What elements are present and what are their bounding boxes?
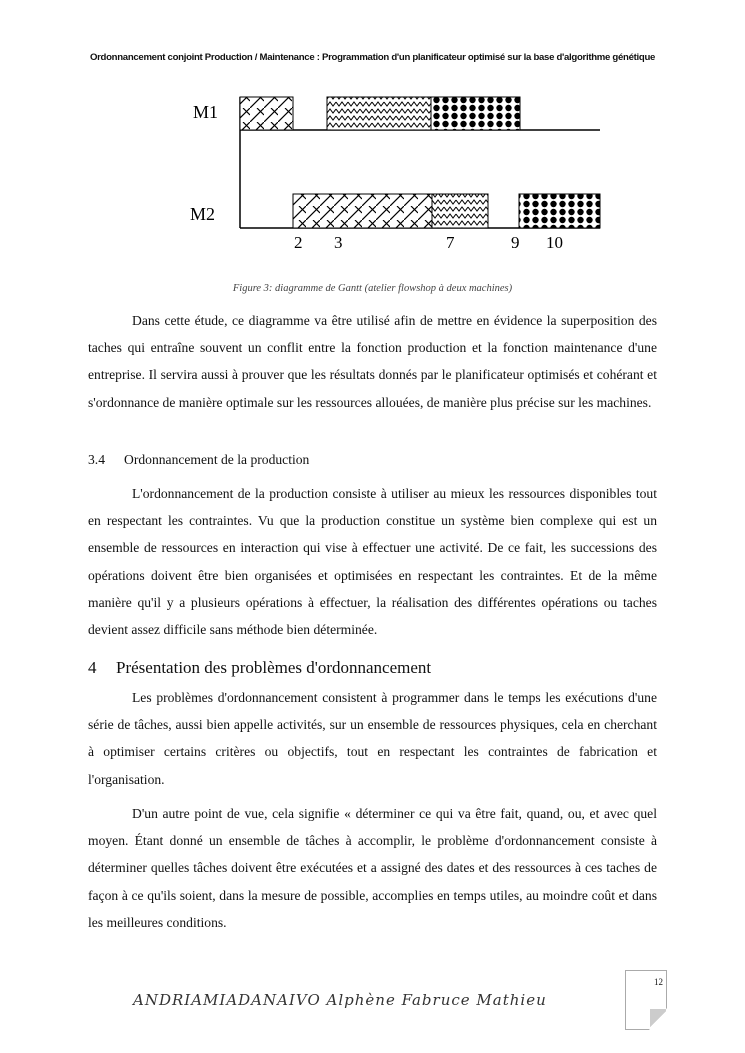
page-curl-shadow xyxy=(650,1009,666,1029)
m2-task-hatched xyxy=(293,194,432,228)
machine-label: M1 xyxy=(193,102,219,122)
section-title: Présentation des problèmes d'ordonnancement xyxy=(116,658,432,677)
tick-label: 10 xyxy=(546,233,563,250)
tick-label: 3 xyxy=(334,233,343,250)
section-heading-3-4 xyxy=(88,452,309,468)
section-heading-4 xyxy=(88,658,431,678)
figure-caption: Figure 3: diagramme de Gantt (atelier flowshop à deux machines) xyxy=(232,283,513,294)
m1-task-dotted xyxy=(431,97,520,130)
paragraph: D'un autre point de vue, cela signifie « déterminer ce qui va être fait, quand, ou, et avec quel moyen. Étant donné un ensemble de tâches à accomplir, le problème d'ordonnancement consiste à déterminer quelles tâches doivent être exécutées et a assigné des dates et des ressources à ces taches de façon à ce qu'ils soient, dans la mesure de possible, accomplies en temps utiles, au moindre coût et dans les meilleures conditions. xyxy=(88,806,657,930)
tick-label: 9 xyxy=(511,233,520,250)
paragraph-block xyxy=(88,684,657,793)
tick-label: 7 xyxy=(446,233,455,250)
tick-label: 2 xyxy=(294,233,303,250)
section-title: Ordonnancement de la production xyxy=(124,452,310,467)
m2-task-wavy xyxy=(432,194,488,228)
section-number: 3.4 xyxy=(88,452,105,467)
footer-author: ANDRIAMIADANAIVO Alphène Fabruce Mathieu xyxy=(133,991,547,1009)
paragraph: Dans cette étude, ce diagramme va être utilisé afin de mettre en évidence la superposition des taches qui entraîne souvent un conflit entre la fonction production et la fonction maintenance d'une entreprise. Il servira aussi à prouver que les résultats donnés par le planificateur optimisés et cohérant et s'ordonnance de manière optimale sur les ressources allouées, de manière plus précise sur les machines. xyxy=(88,313,657,410)
paragraph-block xyxy=(88,480,657,643)
m1-task-wavy xyxy=(327,97,431,130)
machine-label: M2 xyxy=(190,204,216,224)
paragraph: Les problèmes d'ordonnancement consistent à programmer dans le temps les exécutions d'une série de tâches, aussi bien appelle activités, sur un ensemble de ressources physiques, cela en cherchant à optimiser certains critères ou objectifs, tout en respectant les contraintes de fabrication et l'organisation. xyxy=(88,690,657,787)
paragraph-block xyxy=(88,307,657,416)
paragraph-block xyxy=(88,800,657,936)
page-number: 12 xyxy=(654,977,663,987)
m1-task-hatched xyxy=(240,97,293,130)
gantt-diagram xyxy=(180,80,610,250)
section-number: 4 xyxy=(88,658,97,677)
paragraph: L'ordonnancement de la production consiste à utiliser au mieux les ressources disponibles tout en respectant les contraintes. Vu que la production constitue un système bien complexe qui est un ensemble de ressources en interaction qui vise à effectuer une activité. De ce fait, les successions des opérations doivent être bien organisées et optimisées en respectant les contraintes. Et de la même manière qu'il y a plusieurs opérations à effectuer, la réalisation des différentes opérations ou taches devient assez difficile sans méthode bien déterminée. xyxy=(88,486,657,638)
running-header: Ordonnancement conjoint Production / Maintenance : Programmation d'un planificateur optimisé sur la base d'algorithme génétique xyxy=(89,52,656,63)
page-number-box xyxy=(625,970,667,1030)
m2-task-dotted xyxy=(519,194,600,228)
